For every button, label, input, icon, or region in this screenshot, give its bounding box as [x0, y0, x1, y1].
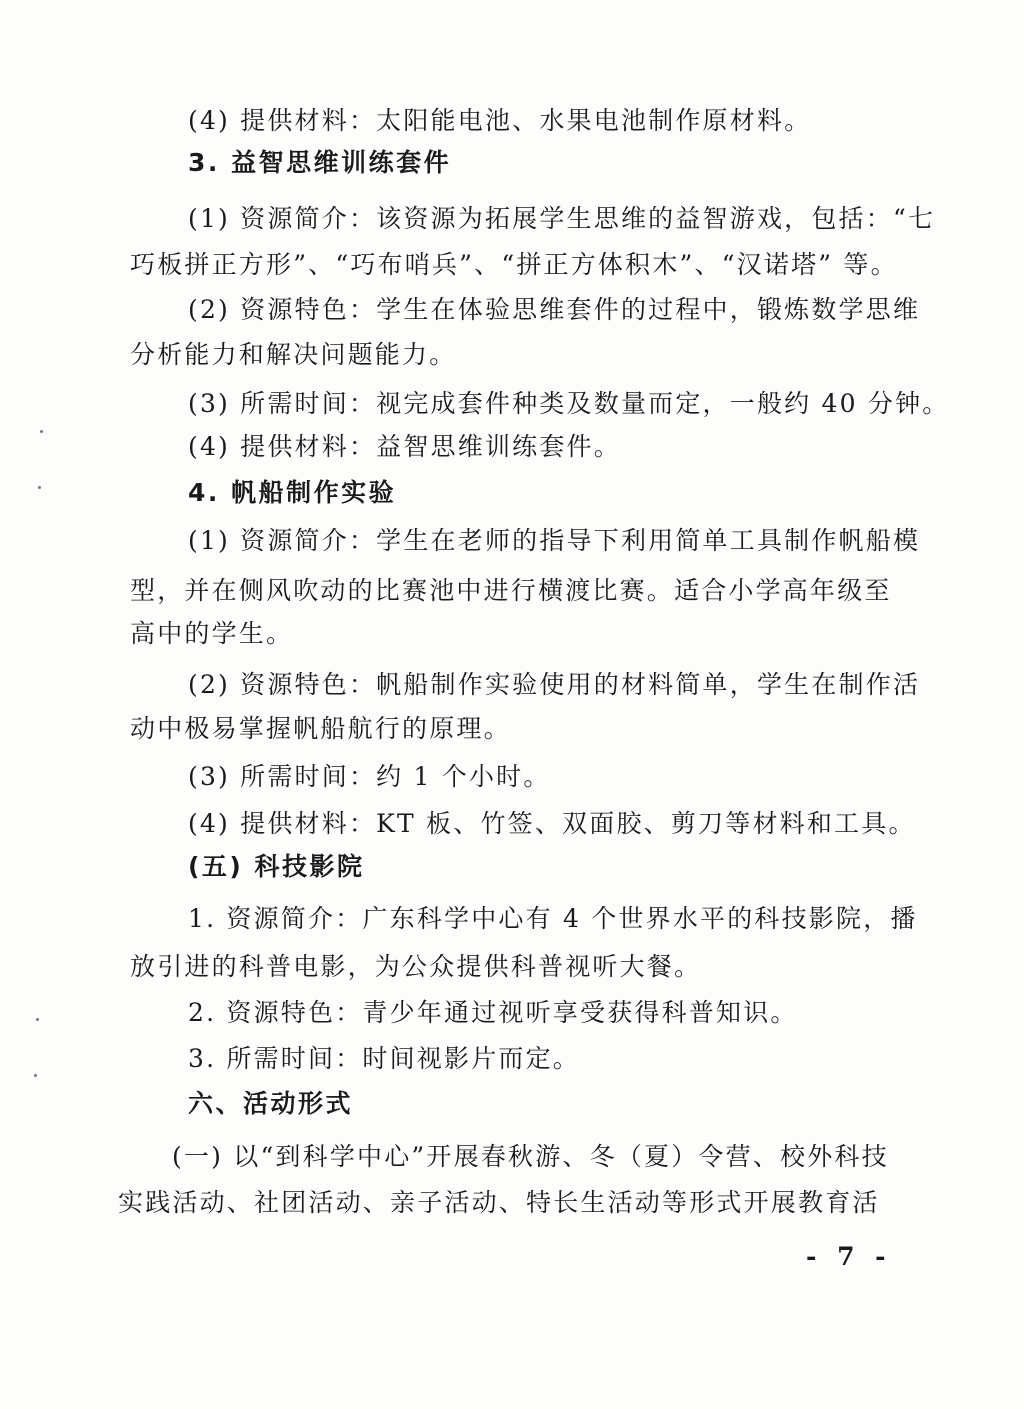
text-line: 高中的学生。 [130, 619, 294, 648]
text-line: 型，并在侧风吹动的比赛池中进行横渡比赛。适合小学高年级至 [130, 576, 892, 605]
text-line: (1) 资源简介：该资源为拓展学生思维的益智游戏，包括：“七 [188, 204, 936, 233]
section-heading: (五) 科技影院 [188, 852, 365, 881]
page-number: - 7 - [806, 1242, 892, 1271]
section-heading: 六、活动形式 [188, 1089, 354, 1118]
text-line: 动中极易掌握帆船航行的原理。 [130, 714, 511, 743]
text-line: (2) 资源特色：帆船制作实验使用的材料简单，学生在制作活 [188, 670, 921, 699]
scan-speck [40, 430, 43, 433]
scan-speck [36, 1018, 39, 1021]
text-line: 分析能力和解决问题能力。 [130, 340, 457, 369]
text-line: (1) 资源简介：学生在老师的指导下利用简单工具制作帆船模 [188, 526, 921, 555]
scan-speck [34, 1074, 37, 1077]
text-line: 3. 所需时间：时间视影片而定。 [188, 1044, 581, 1073]
scan-speck [38, 486, 41, 489]
text-line: (2) 资源特色：学生在体验思维套件的过程中，锻炼数学思维 [188, 295, 921, 324]
text-line: 1. 资源简介：广东科学中心有 4 个世界水平的科技影院，播 [188, 904, 918, 933]
section-heading: 4. 帆船制作实验 [188, 478, 397, 507]
text-line: (4) 提供材料：益智思维训练套件。 [188, 432, 621, 461]
text-line: (4) 提供材料：太阳能电池、水果电池制作原材料。 [188, 106, 812, 135]
text-line: (4) 提供材料：KT 板、竹签、双面胶、剪刀等材料和工具。 [188, 809, 916, 838]
text-line: (一) 以“到科学中心”开展春秋游、冬（夏）令营、校外科技 [172, 1142, 889, 1171]
section-heading: 3. 益智思维训练套件 [188, 148, 452, 177]
text-line: (3) 所需时间：约 1 个小时。 [188, 762, 551, 791]
text-line: (3) 所需时间：视完成套件种类及数量而定，一般约 40 分钟。 [188, 389, 950, 418]
text-line: 巧板拼正方形”、“巧布哨兵”、“拼正方体积木”、“汉诺塔” 等。 [130, 250, 898, 279]
text-line: 实践活动、社团活动、亲子活动、特长生活动等形式开展教育活 [118, 1188, 880, 1217]
text-line: 放引进的科普电影，为公众提供科普视听大餐。 [130, 952, 702, 981]
text-line: 2. 资源特色：青少年通过视听享受获得科普知识。 [188, 998, 798, 1027]
